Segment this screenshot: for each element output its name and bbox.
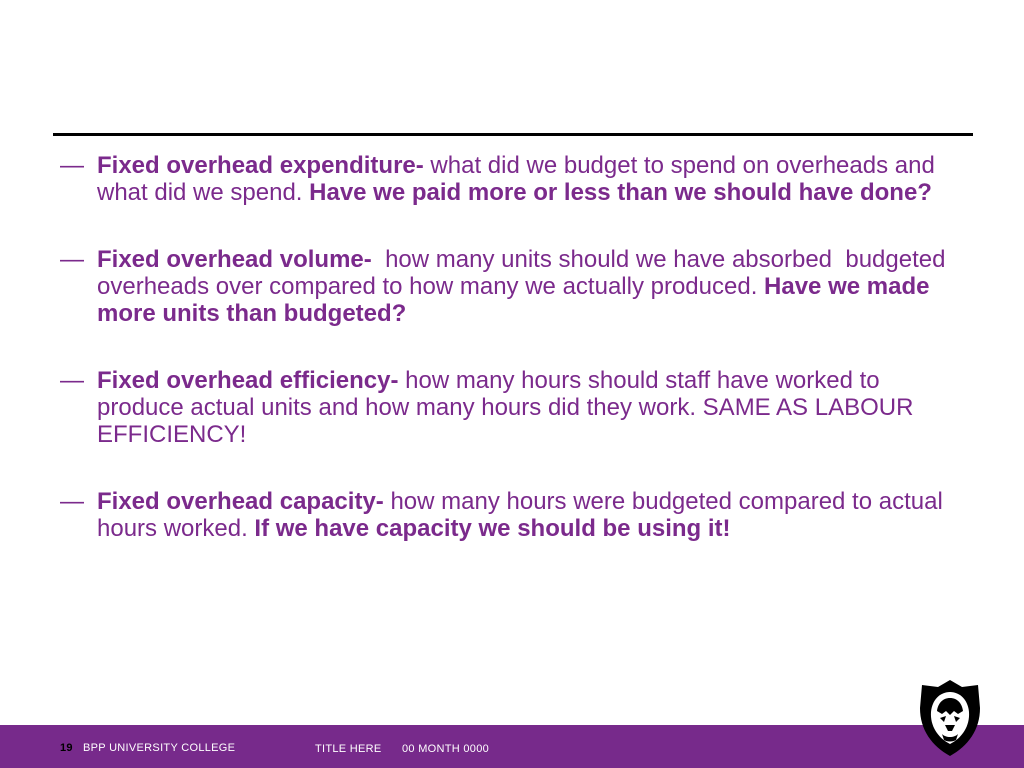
bullet-text: what did we budget to spend on overheads and what did we spend.: [97, 152, 935, 206]
bullet-fixed-overhead-expenditure: [60, 152, 960, 206]
bullet-heading: Fixed overhead efficiency-: [97, 367, 399, 394]
bullet-fixed-overhead-efficiency: [60, 367, 960, 448]
bullet-text: how many hours should staff have worked to produce actual units and how many hours did they work. SAME AS LABOUR EFFICIENCY!: [97, 367, 914, 448]
bullet-text: how many units should we have absorbed budgeted overheads over compared to how many we actually produced.: [97, 246, 953, 300]
bullet-dash: —: [60, 367, 84, 394]
bullet-dash: —: [60, 488, 84, 515]
footer-college-name: BPP UNIVERSITY COLLEGE: [83, 742, 236, 754]
bullet-emphasis: Have we made more units than budgeted?: [97, 273, 930, 327]
lion-head-shield-icon: [918, 678, 982, 758]
bullet-fixed-overhead-capacity: [60, 488, 960, 542]
bullet-emphasis: If we have capacity we should be using it!: [254, 515, 731, 542]
footer-date: 00 MONTH 0000: [402, 743, 490, 755]
bullet-list: [60, 152, 960, 582]
title-divider: [53, 133, 973, 136]
bullet-text: how many hours were budgeted compared to actual hours worked.: [97, 488, 943, 542]
bullet-fixed-overhead-volume: [60, 246, 960, 327]
footer-title: TITLE HERE: [315, 743, 382, 755]
bullet-dash: —: [60, 152, 84, 179]
bullet-heading: Fixed overhead volume-: [97, 246, 372, 273]
slide-number: 19: [60, 742, 73, 754]
bullet-dash: —: [60, 246, 84, 273]
bullet-heading: Fixed overhead capacity-: [97, 488, 384, 515]
bullet-heading: Fixed overhead expenditure-: [97, 152, 424, 179]
bullet-emphasis: Have we paid more or less than we should have done?: [309, 179, 932, 206]
